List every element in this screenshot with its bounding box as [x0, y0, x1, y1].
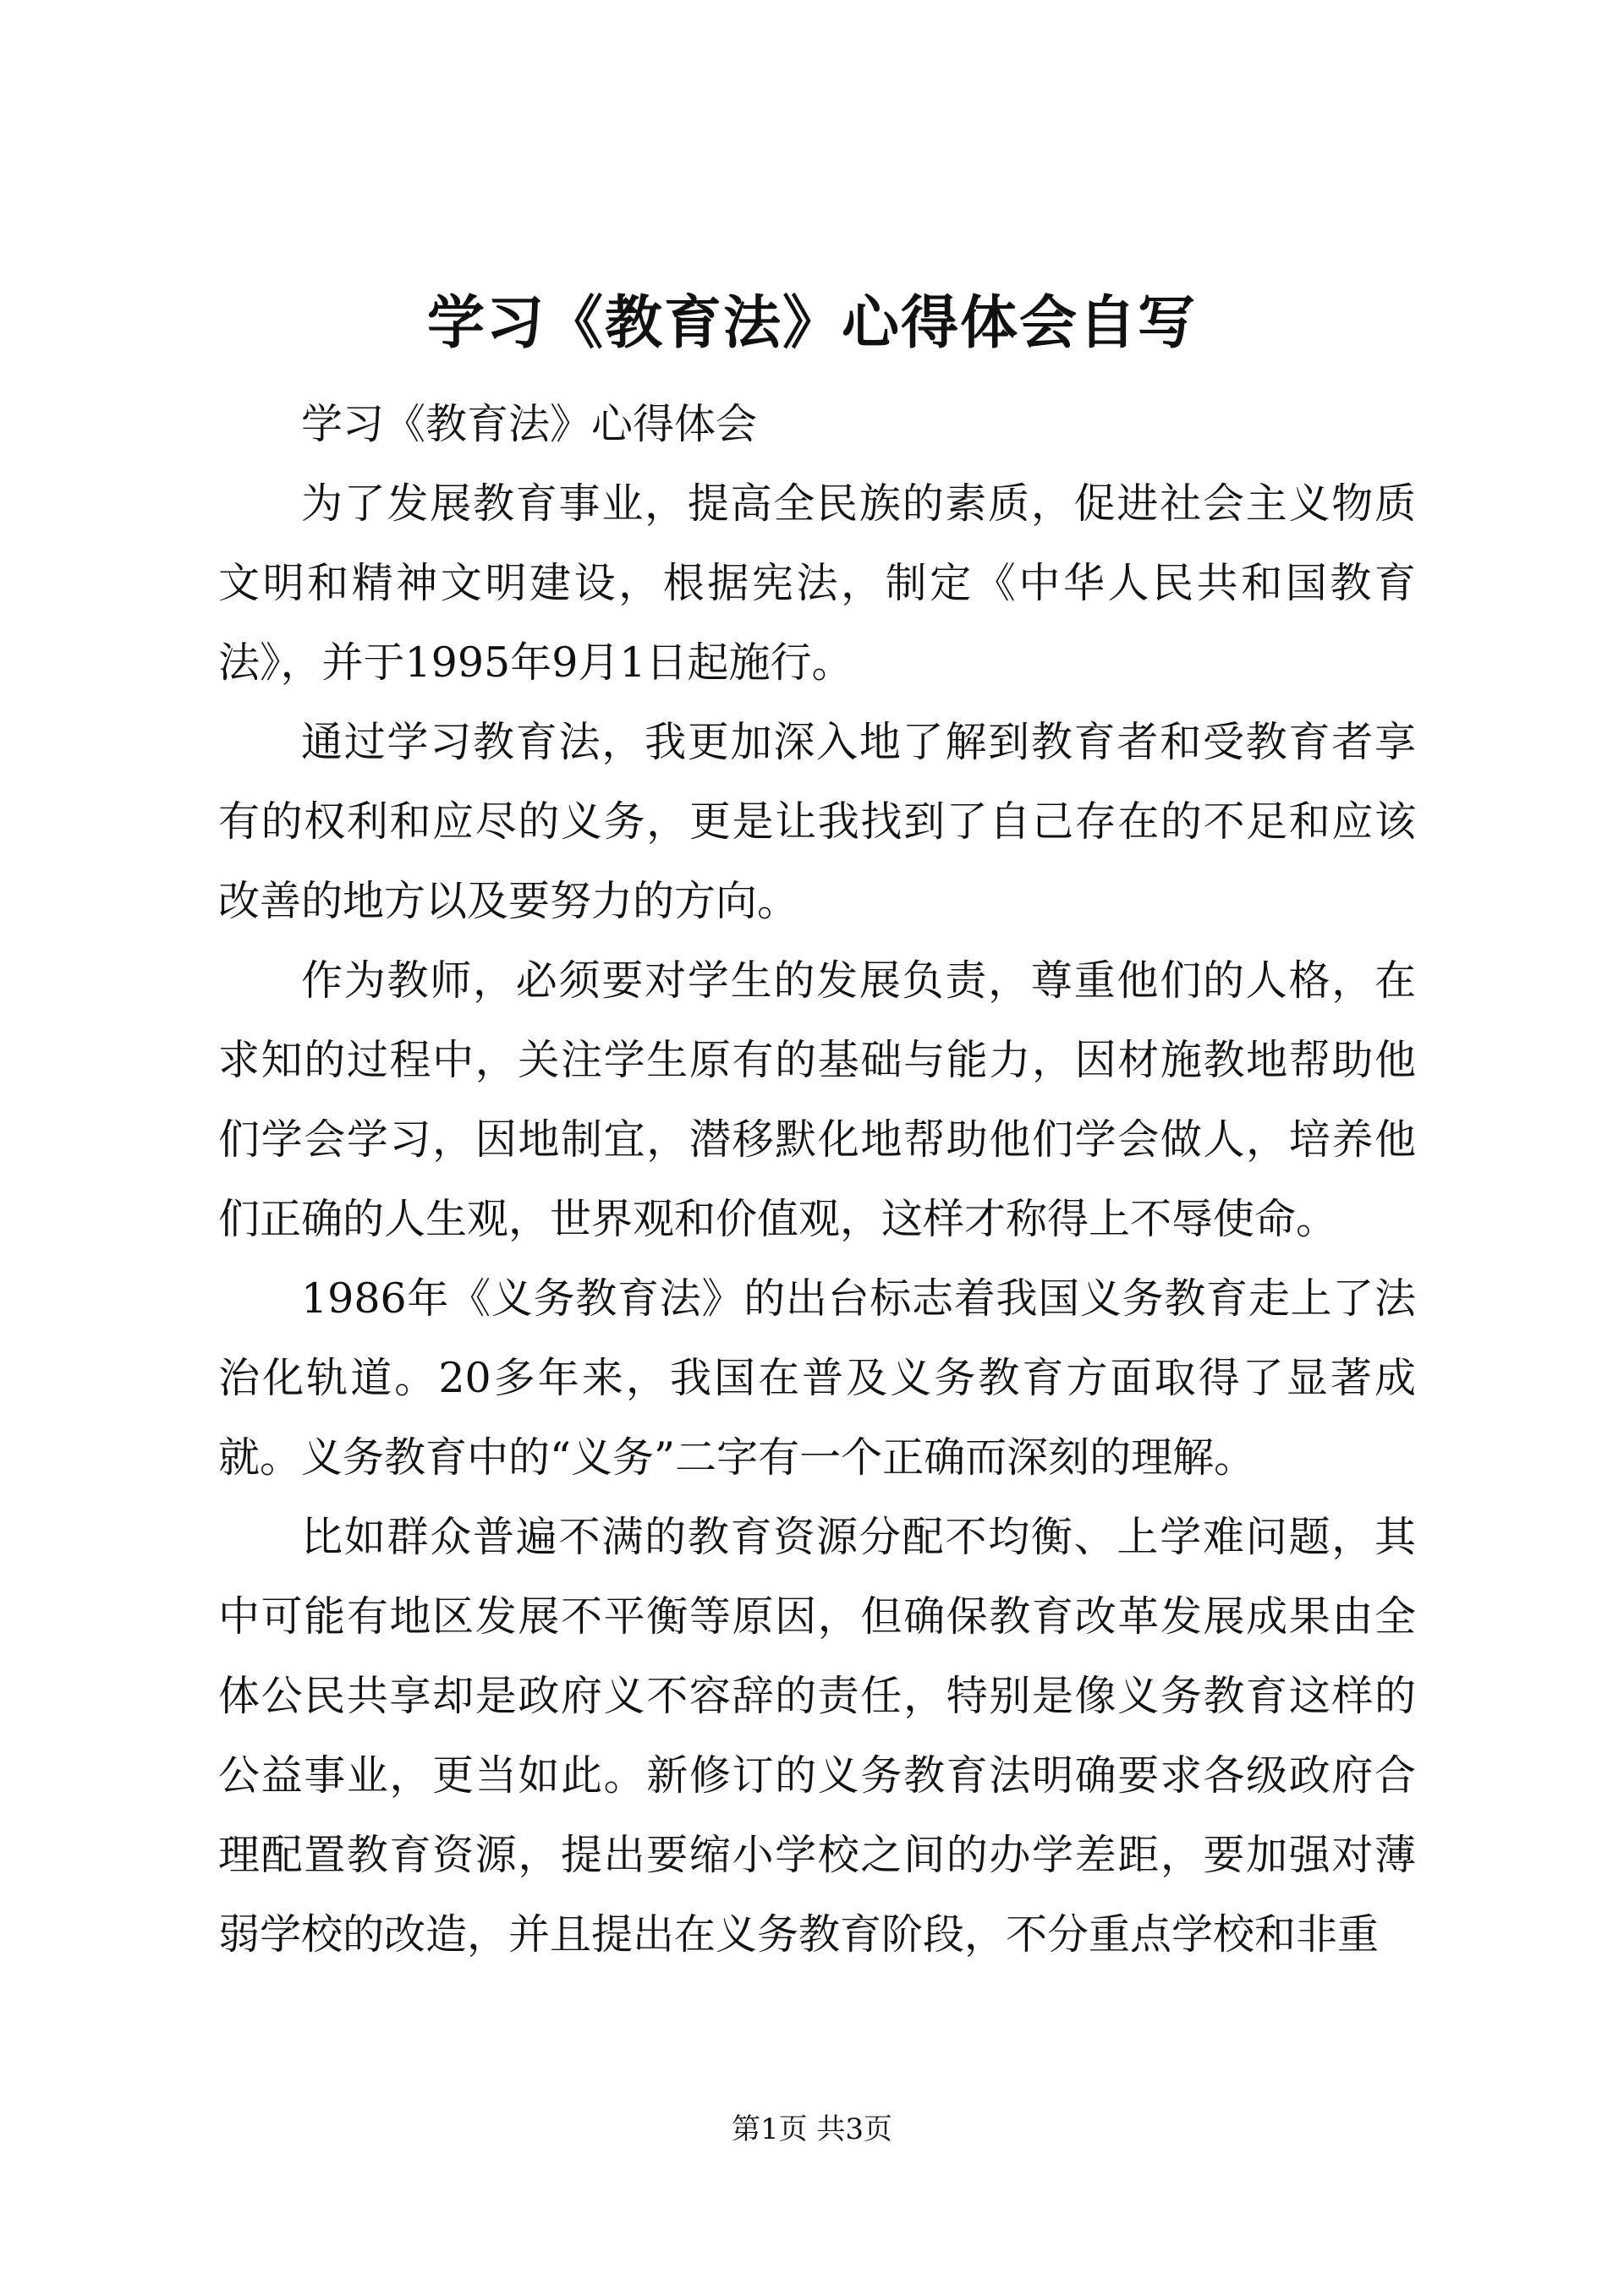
document-body — [218, 385, 1416, 1975]
document-title: 学习《教育法》心得体会自写 — [426, 289, 1197, 357]
paragraph: 作为教师，必须要对学生的发展负责，尊重他们的人格，在求知的过程中，关注学生原有的基础与能力，因材施教地帮助他们学会学习，因地制宜，潜移默化地帮助他们学会做人，培养他们正确的人生观，世界观和价值观，这样才称得上不辱使命。 — [218, 956, 1416, 1243]
paragraph: 1986年《义务教育法》的出台标志着我国义务教育走上了法治化轨道。20多年来，我国在普及义务教育方面取得了显著成就。义务教育中的“义务”二字有一个正确而深刻的理解。 — [218, 1274, 1416, 1482]
paragraph: 为了发展教育事业，提高全民族的素质，促进社会主义物质文明和精神文明建设，根据宪法，制定《中华人民共和国教育法》，并于1995年9月1日起施行。 — [218, 479, 1416, 687]
paragraph: 比如群众普遍不满的教育资源分配不均衡、上学难问题，其中可能有地区发展不平衡等原因，但确保教育改革发展成果由全体公民共享却是政府义不容辞的责任，特别是像义务教育这样的公益事业，更当如此。新修订的义务教育法明确要求各级政府合理配置教育资源，提出要缩小学校之间的办学差距，要加强对薄弱学校的改造，并且提出在义务教育阶段，不分重点学校和非重 — [218, 1513, 1416, 1959]
paragraph: 通过学习教育法，我更加深入地了解到教育者和受教育者享有的权利和应尽的义务，更是让我找到了自己存在的不足和应该改善的地方以及要努力的方向。 — [218, 718, 1416, 925]
page-number-footer: 第1页 共3页 — [731, 2112, 893, 2146]
paragraph-subtitle: 学习《教育法》心得体会 — [301, 400, 758, 448]
